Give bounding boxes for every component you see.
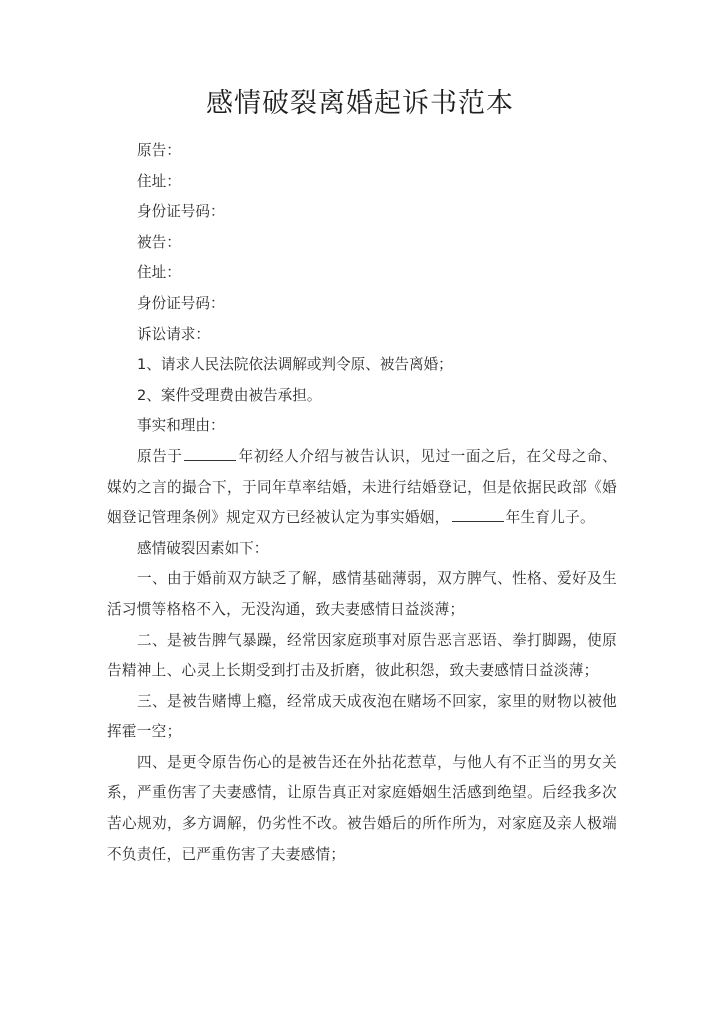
facts-intro-paragraph (107, 442, 617, 534)
facts-intro-part3: 年生育儿子。 (505, 509, 595, 527)
year-blank-2 (452, 507, 504, 522)
factor-paragraph-3: 三、是被告赌博上瘾，经常成天成夜泡在赌场不回家，家里的财物以被他挥霍一空； (107, 692, 617, 741)
claims-heading: 诉讼请求： (137, 325, 210, 343)
factor-paragraph-4: 四、是更令原告伤心的是被告还在外拈花惹草，与他人有不正当的男女关系，严重伤害了夫妻感情，让原告真正对家庭婚姻生活感到绝望。后经我多次苦心规劝，多方调解，仍劣性不改。被告婚后的所作所为，对家庭及亲人极端不负责任，已严重伤害了夫妻感情； (107, 753, 617, 863)
plaintiff-address-label: 住址： (137, 172, 181, 190)
document-body (107, 136, 617, 870)
claim-item-2: 2、案件受理费由被告承担。 (137, 386, 322, 404)
plaintiff-label: 原告： (137, 142, 181, 159)
defendant-address-label: 住址： (137, 264, 181, 282)
defendant-id-label: 身份证号码： (137, 294, 225, 312)
plaintiff-id-label: 身份证号码： (137, 203, 225, 221)
year-blank-1 (184, 446, 236, 461)
claim-item-1: 1、请求人民法院依法调解或判令原、被告离婚； (137, 356, 453, 374)
factors-heading: 感情破裂因素如下： (137, 539, 269, 557)
document-title: 感情破裂离婚起诉书范本 (206, 88, 514, 119)
factor-paragraph-2: 二、是被告脾气暴躁，经常因家庭琐事对原告恶言恶语、拳打脚踢，使原告精神上、心灵上长期受到打击及折磨，彼此积怨，致夫妻感情日益淡薄； (107, 631, 617, 680)
facts-intro-part2: 年初经人介绍与被告认识，见过一面之后，在父母之命、媒妁之言的撮合下，于同年草率结婚，未进行结婚登记，但是依据民政部《婚姻登记管理条例》规定双方已经被认定为事实婚姻， (107, 447, 617, 527)
facts-intro-part1: 原告于 (137, 447, 183, 465)
defendant-label: 被告： (137, 233, 181, 251)
factor-paragraph-1: 一、由于婚前双方缺乏了解，感情基础薄弱，双方脾气、性格、爱好及生活习惯等格格不入，无没沟通，致夫妻感情日益淡薄； (107, 570, 617, 618)
facts-heading: 事实和理由： (137, 417, 225, 435)
